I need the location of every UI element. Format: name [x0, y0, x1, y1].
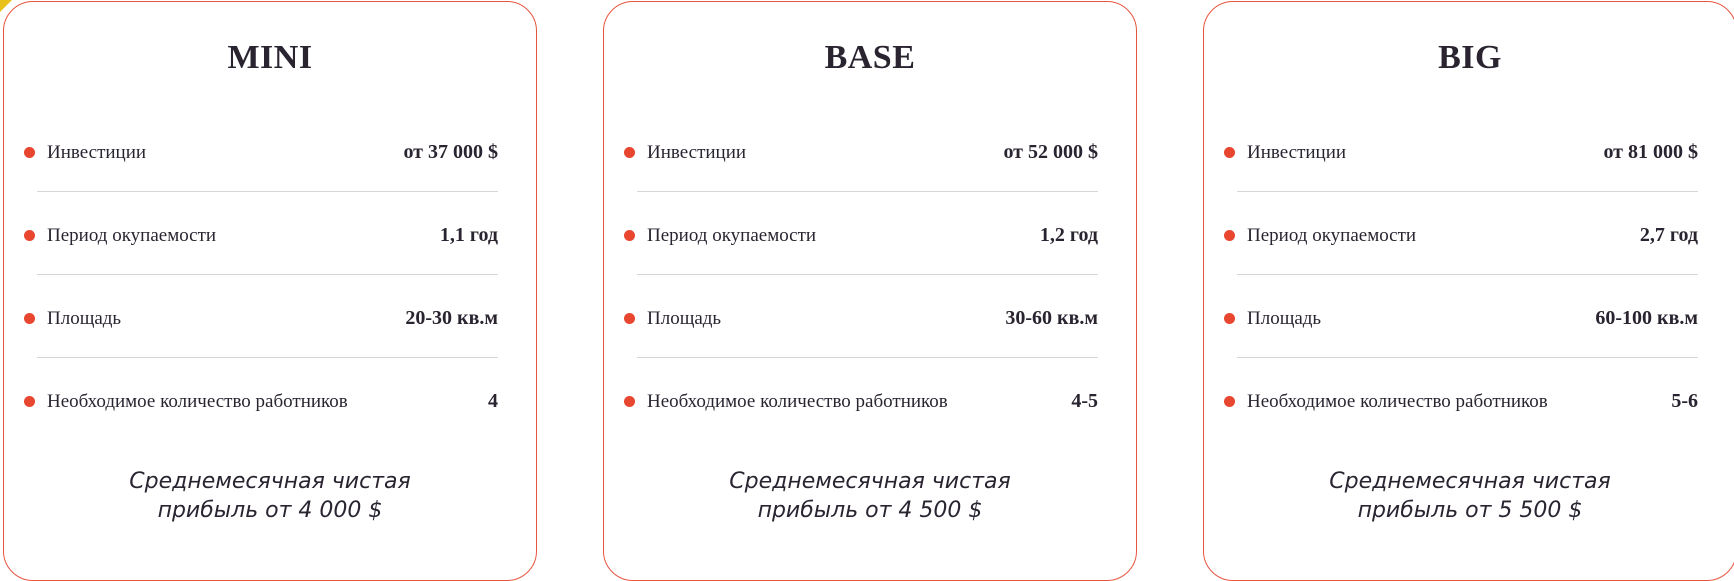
detail-row-investment	[24, 112, 498, 195]
detail-value: 4-5	[1071, 390, 1098, 412]
monthly-profit	[1204, 467, 1734, 525]
detail-value: 30-60 кв.м	[1005, 307, 1098, 329]
bullet-icon	[624, 396, 635, 407]
detail-value: от 81 000 $	[1603, 141, 1698, 163]
detail-label: Инвестиции	[647, 142, 747, 163]
row-divider	[1237, 274, 1698, 275]
plan-card-mini	[3, 1, 537, 581]
detail-row-area	[24, 278, 498, 361]
profit-line-1: Среднемесячная чистая	[129, 469, 411, 494]
row-divider	[37, 357, 498, 358]
row-divider	[637, 357, 1098, 358]
plan-details-list	[24, 112, 498, 444]
detail-row-area	[624, 278, 1098, 361]
detail-label: Необходимое количество работников	[647, 391, 948, 412]
detail-label: Площадь	[1247, 308, 1322, 329]
detail-value: от 37 000 $	[403, 141, 498, 163]
bullet-icon	[624, 230, 635, 241]
bullet-icon	[1224, 147, 1235, 158]
row-divider	[637, 191, 1098, 192]
bullet-icon	[1224, 230, 1235, 241]
bullet-icon	[24, 396, 35, 407]
bullet-icon	[1224, 396, 1235, 407]
detail-row-area	[1224, 278, 1698, 361]
detail-row-payback	[624, 195, 1098, 278]
plan-card-big	[1203, 1, 1734, 581]
bullet-icon	[624, 147, 635, 158]
detail-label: Необходимое количество работников	[47, 391, 348, 412]
bullet-icon	[24, 147, 35, 158]
detail-value: 60-100 кв.м	[1595, 307, 1698, 329]
detail-value: 1,2 год	[1039, 224, 1098, 246]
detail-row-investment	[624, 112, 1098, 195]
detail-label: Период окупаемости	[647, 225, 817, 246]
detail-value: 1,1 год	[439, 224, 498, 246]
bullet-icon	[624, 313, 635, 324]
profit-line-2: прибыль от 4 500 $	[757, 498, 983, 523]
profit-line-1: Среднемесячная чистая	[1329, 469, 1611, 494]
profit-line-2: прибыль от 4 000 $	[157, 498, 383, 523]
detail-row-investment	[1224, 112, 1698, 195]
detail-value: от 52 000 $	[1003, 141, 1098, 163]
row-divider	[37, 274, 498, 275]
detail-label: Площадь	[647, 308, 722, 329]
detail-label: Период окупаемости	[1247, 225, 1417, 246]
bullet-icon	[24, 313, 35, 324]
detail-row-payback	[1224, 195, 1698, 278]
row-divider	[637, 274, 1098, 275]
detail-value: 5-6	[1671, 390, 1698, 412]
detail-label: Инвестиции	[1247, 142, 1347, 163]
detail-row-staff	[24, 361, 498, 444]
plan-card-base	[603, 1, 1137, 581]
detail-row-staff	[624, 361, 1098, 444]
detail-label: Необходимое количество работников	[1247, 391, 1548, 412]
plan-title: BASE	[824, 39, 916, 76]
detail-row-payback	[24, 195, 498, 278]
detail-value: 20-30 кв.м	[405, 307, 498, 329]
bullet-icon	[24, 230, 35, 241]
detail-value: 4	[488, 390, 498, 412]
profit-line-2: прибыль от 5 500 $	[1357, 498, 1583, 523]
bullet-icon	[1224, 313, 1235, 324]
row-divider	[1237, 191, 1698, 192]
plan-title: MINI	[227, 39, 313, 76]
detail-label: Площадь	[47, 308, 122, 329]
pricing-cards	[3, 1, 1734, 547]
plan-details-list	[1224, 112, 1698, 444]
profit-line-1: Среднемесячная чистая	[729, 469, 1011, 494]
detail-label: Период окупаемости	[47, 225, 217, 246]
monthly-profit	[4, 467, 536, 525]
detail-label: Инвестиции	[47, 142, 147, 163]
detail-value: 2,7 год	[1639, 224, 1698, 246]
plan-details-list	[624, 112, 1098, 444]
row-divider	[37, 191, 498, 192]
detail-row-staff	[1224, 361, 1698, 444]
monthly-profit	[604, 467, 1136, 525]
plan-title: BIG	[1438, 39, 1502, 76]
row-divider	[1237, 357, 1698, 358]
